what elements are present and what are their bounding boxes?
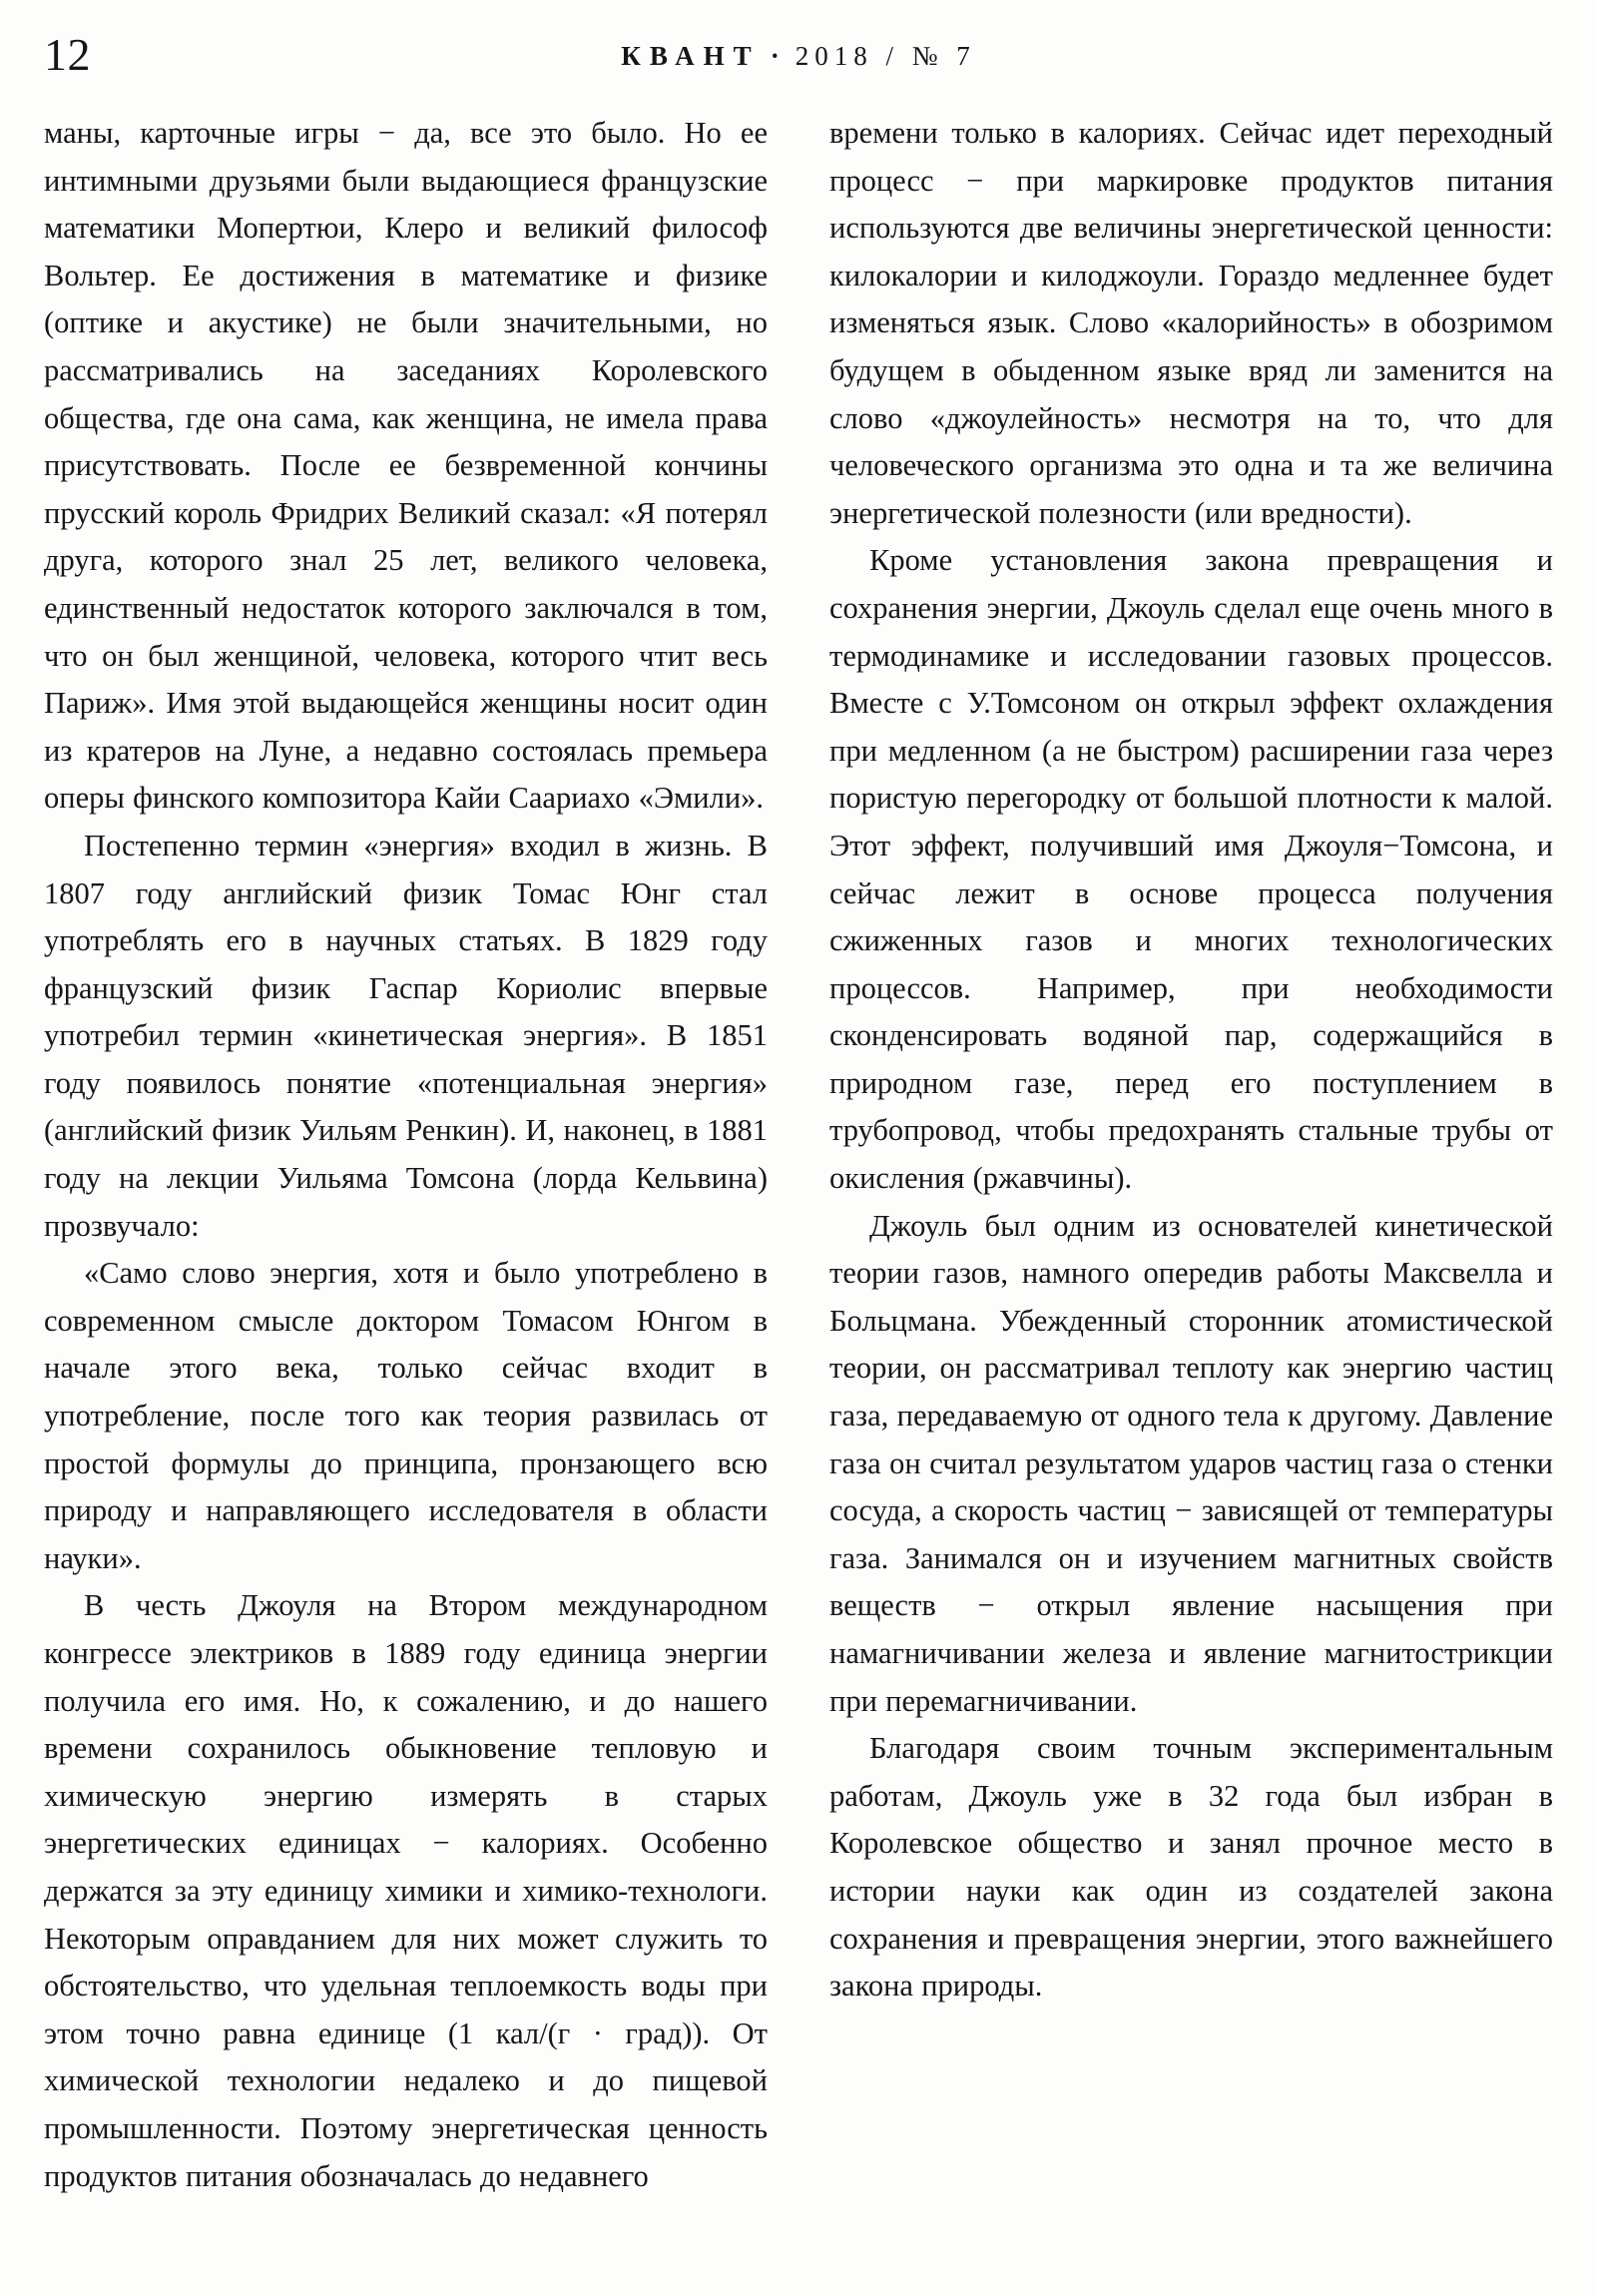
running-head [0,28,1597,90]
body-columns [44,110,1553,2256]
paragraph-quote: «Само слово энергия, хотя и было употреблено в современном смысле доктором Томасом Юнгом в начале этого века, только сейчас входит в употребление, после того как теория развилась от простой формулы до принципа, пронзающего всю природу и направляющего исследователя в области науки». [44,1256,768,1575]
paragraph-continuation: маны, карточные игры − да, все это было. Но ее интимными друзьями были выдающиеся французские математики Мопертюи, Клеро и великий философ Вольтер. Ее достижения в математике и физике (оптике и акустике) не были значительными, но рассматривались на заседаниях Королевского общества, где она сама, как женщина, не имела права присутствовать. После ее безвременной кончины прусский король Фридрих Великий сказал: «Я потерял друга, которого знал 25 лет, великого человека, единственный недостаток которого заключался в том, что он был женщиной, человека, которого чтит весь Париж». Имя этой выдающейся женщины носит один из кратеров на Луне, а недавно состоялась премьера оперы финского композитора Кайи Саариахо «Эмили». [44,116,768,816]
paragraph-text-before-formula: В честь Джоуля на Втором международном конгрессе электриков в 1889 году единица энергии получила его имя. Но, к сожалению, и до нашего времени сохранилось обыкновение тепловую и химическую энергию измерять в старых энергетических единицах − калориях. Особенно держатся за эту единицу химики и химико-технологи. Некоторым оправданием для них может служить то обстоятельство, что удельная теплоемкость воды при этом точно равна единице [44,1588,768,2050]
paragraph-with-formula [44,1582,768,2200]
left-column [44,110,768,2256]
magazine-name: КВАНТ [621,41,761,71]
paragraph: Джоуль был одним из основателей кинетической теории газов, намного опередив работы Максвелла и Больцмана. Убежденный сторонник атомистической теории, он рассматривал теплоту как энергию частиц газа, передаваемую от одного тела к другому. Давление газа он считал результатом ударов частиц газа о стенки сосуда, а скорость частиц − зависящей от температуры газа. Занимался он и изучением магнитных свойств веществ − открыл явление насыщения при намагничивании железа и явление магнитострикции при перемагничивании. [829,1208,1553,1718]
paragraph: Постепенно термин «энергия» входил в жизнь. В 1807 году английский физик Томас Юнг стал употреблять его в научных статьях. В 1829 году французский физик Гаспар Кориолис впервые употребил термин «кинетическая энергия». В 1851 году появилось понятие «потенциальная энергия» (английский физик Уильям Ренкин). И, наконец, в 1881 году на лекции Уильяма Томсона (лорда Кельвина) прозвучало: [44,828,768,1243]
page-number: 12 [44,29,91,80]
paragraph: Кроме установления закона превращения и сохранения энергии, Джоуль сделал еще очень много в термодинамике и исследовании газовых процессов. Вместе с У.Томсоном он открыл эффект охлаждения при медленном (а не быстром) расширении газа через пористую перегородку от большой плотности к малой. Этот эффект, получивший имя Джоуля−Томсона, и сейчас лежит в основе процесса получения сжиженных газов и многих технологических процессов. Например, при необходимости сконденсировать водяной пар, содержащийся в природном газе, перед его поступлением в трубопровод, чтобы предохранять стальные трубы от окисления (ржавчины). [829,543,1553,1196]
running-head-title [0,36,1597,76]
inline-formula: (1 кал/(г · град)) [447,2015,703,2050]
running-head-separator: · [770,41,786,71]
right-column [829,110,1553,2256]
paragraph-final: Благодаря своим точным экспериментальным работам, Джоуль уже в 32 года был избран в Королевское общество и занял прочное место в истории науки как один из создателей закона сохранения и превращения энергии, этого важнейшего закона природы. [829,1731,1553,2004]
paragraph-text-after-formula: . От химической технологии недалеко и до пищевой промышленности. Поэтому энергетическая ценность продуктов питания обозначалась до недавнего [44,2015,769,2193]
issue-label: 2018 / № 7 [795,41,976,71]
paragraph-continuation: времени только в калориях. Сейчас идет переходный процесс − при маркировке продуктов питания используются две величины энергетической ценности: килокалории и килоджоули. Гораздо медленнее будет изменяться язык. Слово «калорийность» в обозримом будущем в обыденном языке вряд ли заменится на слово «джоулейность» несмотря на то, что для человеческого организма это одна и та же величина энергетической полезности (или вредности). [829,116,1553,530]
